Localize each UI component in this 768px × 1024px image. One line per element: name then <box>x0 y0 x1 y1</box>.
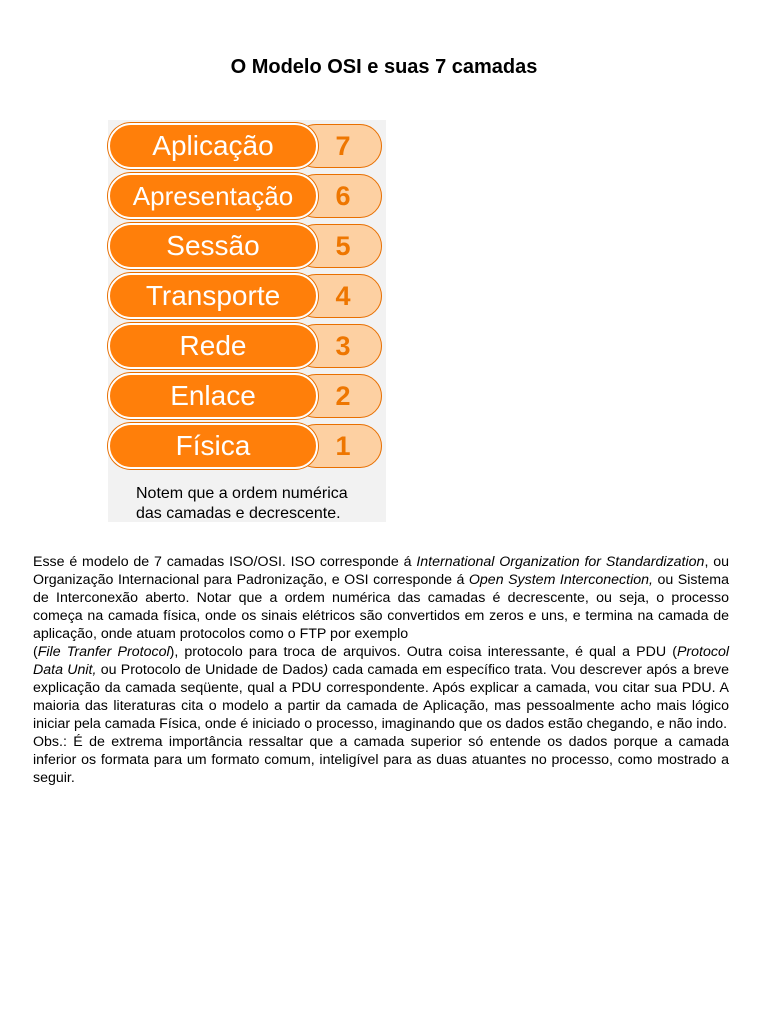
article-body <box>33 553 729 787</box>
figure-caption <box>136 484 386 524</box>
layer-transport <box>108 273 384 321</box>
layer-session <box>108 223 384 271</box>
page-title: O Modelo OSI e suas 7 camadas <box>230 56 538 78</box>
layer-name: Apresentação <box>108 173 318 219</box>
layer-number: 5 <box>335 231 351 261</box>
layer-number: 3 <box>335 331 351 361</box>
text-run-italic: Open System Interconection, <box>468 572 653 588</box>
text-run: ou Protocolo de Unidade de Dados <box>96 662 324 678</box>
text-run: ( <box>33 644 38 660</box>
layer-number: 7 <box>335 131 351 161</box>
paragraph: Obs.: É de extrema importância ressaltar que a camada superior só entende os dados porque a camada inferior os formata para um formato comum, inteligível para as duas atuantes no processo, como mostrado a seguir. <box>33 734 729 786</box>
text-run-italic: Protocol Data Unit, <box>33 644 729 678</box>
caption-line: das camadas e decrescente. <box>136 505 341 522</box>
layer-number: 4 <box>335 281 351 311</box>
caption-line: Notem que a ordem numérica <box>136 485 348 502</box>
text-run-italic: International Organization for Standardization <box>416 554 705 570</box>
text-run-italic: ) <box>323 662 329 678</box>
text-run: ), protocolo para troca de arquivos. Outra coisa interessante, é qual a PDU ( <box>169 644 677 660</box>
text-run: Esse é modelo de 7 camadas ISO/OSI. ISO corresponde á <box>33 554 417 570</box>
layer-name: Rede <box>108 323 318 369</box>
layer-data-link <box>108 373 384 421</box>
text-run: ou Sistema de Interconexão aberto. Notar que a ordem numérica das camadas é decrescente, ou seja, o processo começa na camada física, onde os sinais elétricos são convertidos em zeros e uns, e termina na camada de aplicação, onde atuam protocolos como o FTP por exemplo <box>33 572 729 642</box>
paragraph <box>33 643 729 733</box>
layer-name: Sessão <box>108 223 318 269</box>
layer-name: Enlace <box>108 373 318 419</box>
text-run: , ou Organização Internacional para Padronização, e OSI corresponde á <box>33 554 729 588</box>
layer-network <box>108 323 384 371</box>
layer-name: Transporte <box>108 273 318 319</box>
osi-layers-figure <box>108 120 386 522</box>
layer-number: 2 <box>335 381 351 411</box>
layer-application <box>108 123 384 171</box>
paragraph <box>33 553 729 643</box>
layer-name: Aplicação <box>108 123 318 169</box>
layer-number: 6 <box>335 181 351 211</box>
layer-physical <box>108 423 384 471</box>
layer-name: Física <box>108 423 318 469</box>
text-run-italic: File Tranfer Protocol <box>37 644 170 660</box>
layer-number: 1 <box>335 431 351 461</box>
text-run: cada camada em específico trata. Vou descrever após a breve explicação da camada seqüente, qual a PDU correspondente. Após explicar a camada, vou citar sua PDU. A maioria das literaturas cita o modelo a partir da camada de Aplicação, mas pessoalmente acho mais lógico iniciar pela camada Física, onde é iniciado o processo, imaginando que os dados estão chegando, e não indo. <box>33 662 729 732</box>
layer-presentation <box>108 173 384 221</box>
